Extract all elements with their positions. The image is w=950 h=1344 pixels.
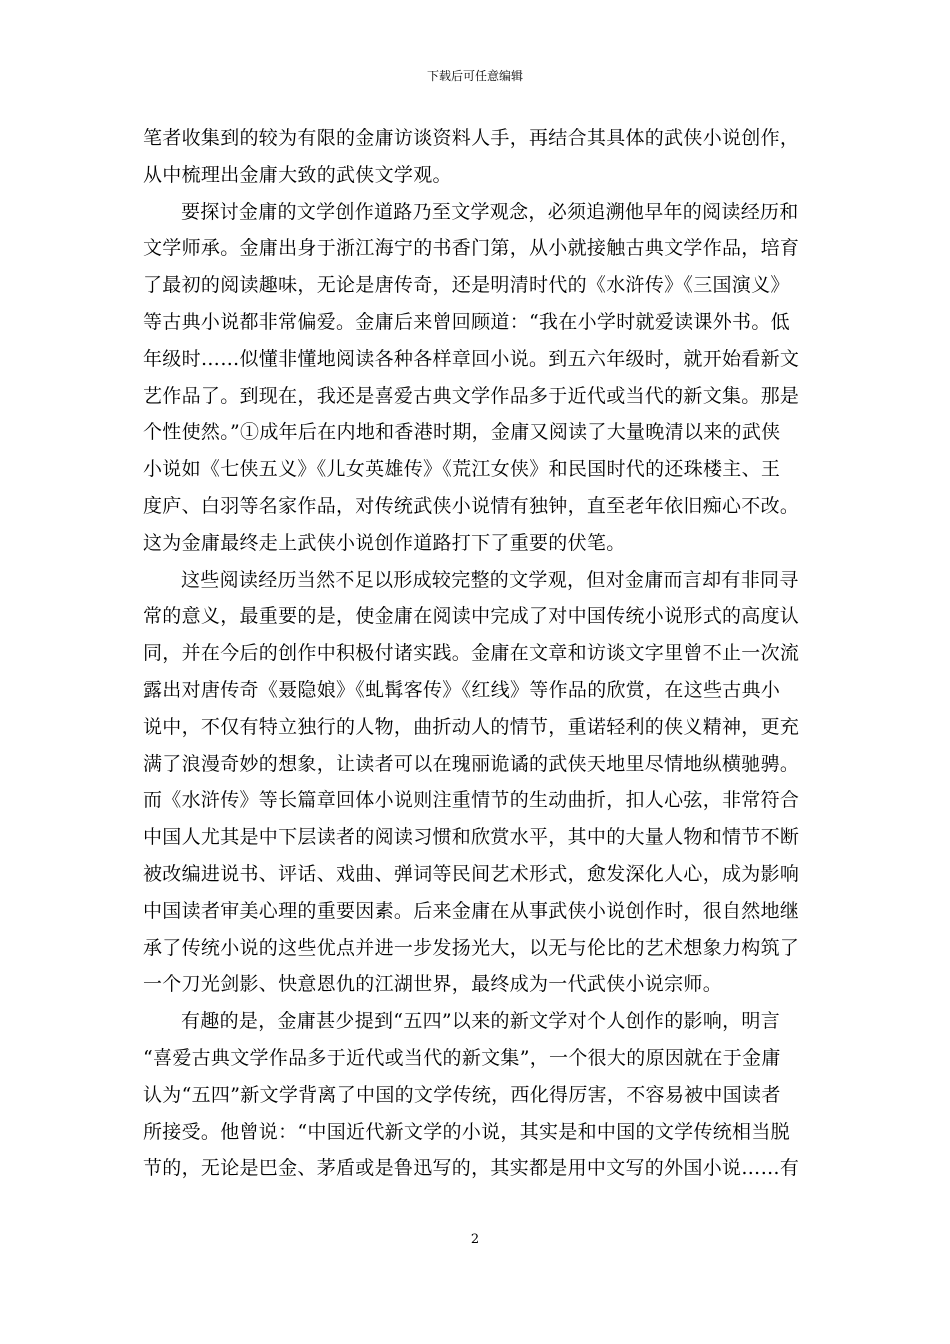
text-line: 认为“五四”新文学背离了中国的文学传统，西化得厉害，不容易被中国读者 [143, 1083, 781, 1106]
text-line: 笔者收集到的较为有限的金庸访谈资料人手，再结合其具体的武侠小说创作， [143, 127, 800, 149]
text-line: 露出对唐传奇《聂隐娘》《虬髯客传》《红线》等作品的欣赏，在这些古典小 [143, 678, 781, 701]
paragraph-3 [143, 562, 807, 1004]
text-line: 了最初的阅读趣味，无论是唐传奇，还是明清时代的《水浒传》《三国演义》 [143, 274, 790, 297]
text-line: 被改编进说书、评话、戏曲、弹词等民间艺术形式，愈发深化人心，成为影响 [143, 862, 800, 885]
text-line: 年级时……似懂非懂地阅读各种各样章回小说。到五六年级时，就开始看新文 [143, 347, 800, 370]
text-line: 中国读者审美心理的重要因素。后来金庸在从事武侠小说创作时，很自然地继 [143, 899, 800, 922]
page-number: 2 [470, 1232, 480, 1247]
text-line: 满了浪漫奇妙的想象，让读者可以在瑰丽诡谲的武侠天地里尽情地纵横驰骋。 [143, 752, 800, 775]
paragraph-1 [143, 120, 807, 194]
text-line: 同，并在今后的创作中积极付诸实践。金庸在文章和访谈文字里曾不止一次流 [143, 642, 800, 665]
text-line: 中国人尤其是中下层读者的阅读习惯和欣赏水平，其中的大量人物和情节不断 [143, 826, 800, 849]
text-line: 承了传统小说的这些优点并进一步发扬光大，以无与伦比的艺术想象力构筑了 [143, 936, 800, 959]
text-line: 艺作品了。到现在，我还是喜爱古典文学作品多于近代或当代的新文集。那是 [143, 384, 800, 407]
paragraph-2 [143, 194, 807, 562]
text-line: 常的意义，最重要的是，使金庸在阅读中完成了对中国传统小说形式的高度认 [143, 605, 800, 628]
text-line: 这些阅读经历当然不足以形成较完整的文学观，但对金庸而言却有非同寻 [181, 568, 799, 591]
text-line: 一个刀光剑影、快意恩仇的江湖世界，最终成为一代武侠小说宗师。 [143, 973, 723, 996]
text-line: 有趣的是，金庸甚少提到“五四”以来的新文学对个人创作的影响，明言 [181, 1010, 781, 1033]
text-line: 个性使然。”①成年后在内地和香港时期，金庸又阅读了大量晚清以来的武侠 [143, 421, 781, 444]
paragraph-4 [143, 1003, 807, 1187]
text-line: 要探讨金庸的文学创作道路乃至文学观念，必须追溯他早年的阅读经历和 [181, 200, 799, 223]
text-line: 从中梳理出金庸大致的武侠文学观。 [143, 163, 452, 186]
text-line: “喜爱古典文学作品多于近代或当代的新文集”，一个很大的原因就在于金庸 [143, 1046, 781, 1069]
text-line: 说中，不仅有特立独行的人物，曲折动人的情节，重诺轻利的侠义精神，更充 [143, 715, 800, 738]
text-line: 所接受。他曾说：“中国近代新文学的小说，其实是和中国的文学传统相当脱 [143, 1120, 790, 1143]
document-body [143, 120, 807, 1187]
text-line: 而《水浒传》等长篇章回体小说则注重情节的生动曲折，扣人心弦，非常符合 [143, 789, 800, 812]
text-line: 这为金庸最终走上武侠小说创作道路打下了重要的伏笔。 [143, 531, 626, 554]
page-header: 下载后可任意编辑 [426, 69, 523, 83]
text-line: 节的，无论是巴金、茅盾或是鲁迅写的，其实都是用中文写的外国小说……有 [143, 1157, 800, 1180]
text-line: 等古典小说都非常偏爱。金庸后来曾回顾道：“我在小学时就爱读课外书。低 [143, 310, 790, 333]
text-line: 文学师承。金庸出身于浙江海宁的书香门第，从小就接触古典文学作品，培育 [143, 237, 800, 260]
text-line: 小说如《七侠五义》《儿女英雄传》《荒江女侠》和民国时代的还珠楼主、王 [143, 458, 781, 481]
text-line: 度庐、白羽等名家作品，对传统武侠小说情有独钟，直至老年依旧痴心不改。 [143, 494, 800, 517]
